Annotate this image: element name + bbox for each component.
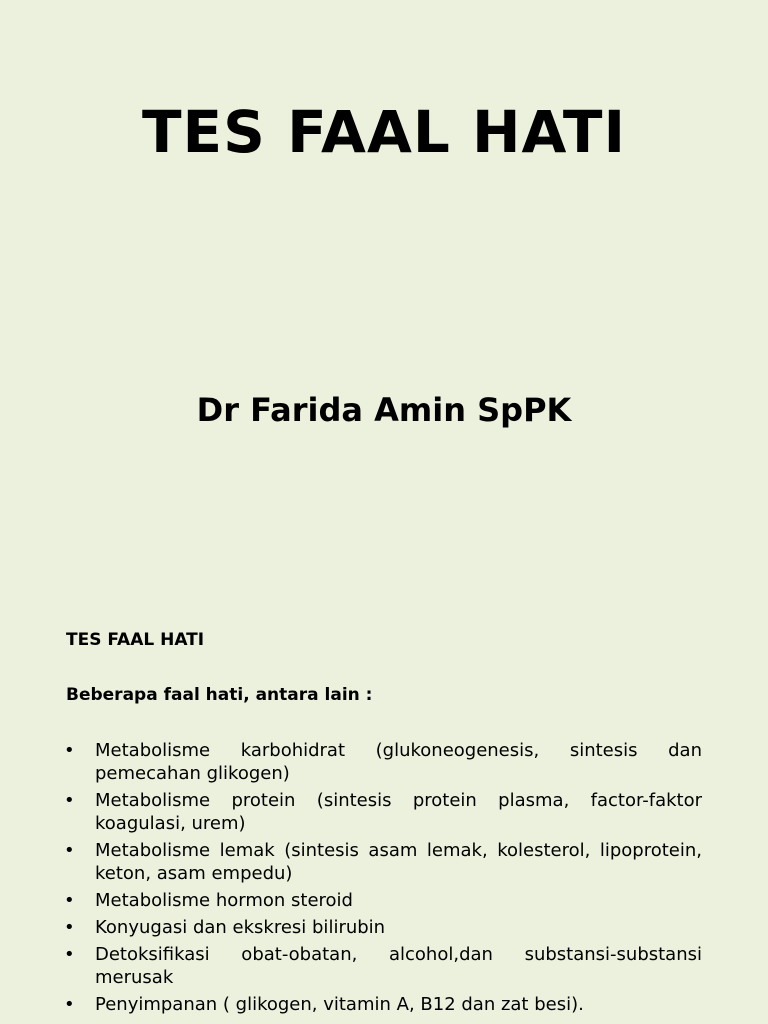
bullet-icon: • [64,890,75,911]
list-item [64,839,702,885]
list-item-text: Metabolisme lemak (sintesis asam lemak, kolesterol, lipoprotein, keton, asam empedu) [95,840,702,884]
list-item-text: Detoksifikasi obat-obatan, alcohol,dan substansi-substansi merusak [95,944,702,988]
bullet-icon: • [64,917,75,938]
list-item [64,889,702,912]
content-slide [0,576,768,1024]
list-item-text: Metabolisme karbohidrat (glukoneogenesis, sintesis dan pemecahan glikogen) [95,740,702,784]
list-item-text: Penyimpanan ( glikogen, vitamin A, B12 dan zat besi). [95,994,584,1015]
list-item-text: Metabolisme protein (sintesis protein plasma, factor-faktor koagulasi, urem) [95,790,702,834]
list-item [64,739,702,785]
bullet-icon: • [64,994,75,1015]
list-item-text: Metabolisme hormon steroid [95,890,353,911]
presenter-name: Dr Farida Amin SpPK [196,391,572,429]
list-item [64,916,702,939]
list-item [64,789,702,835]
bullet-icon: • [64,840,75,861]
bullet-icon: • [64,790,75,811]
list-item-text: Konyugasi dan ekskresi bilirubin [95,917,386,938]
section-heading: TES FAAL HATI [66,630,205,650]
list-item [64,993,702,1016]
list-item [64,943,702,989]
bullet-icon: • [64,944,75,965]
liver-function-list [64,739,702,1020]
bullet-icon: • [64,740,75,761]
slide-title: TES FAAL HATI [141,98,627,166]
lead-text: Beberapa faal hati, antara lain : [66,685,373,705]
